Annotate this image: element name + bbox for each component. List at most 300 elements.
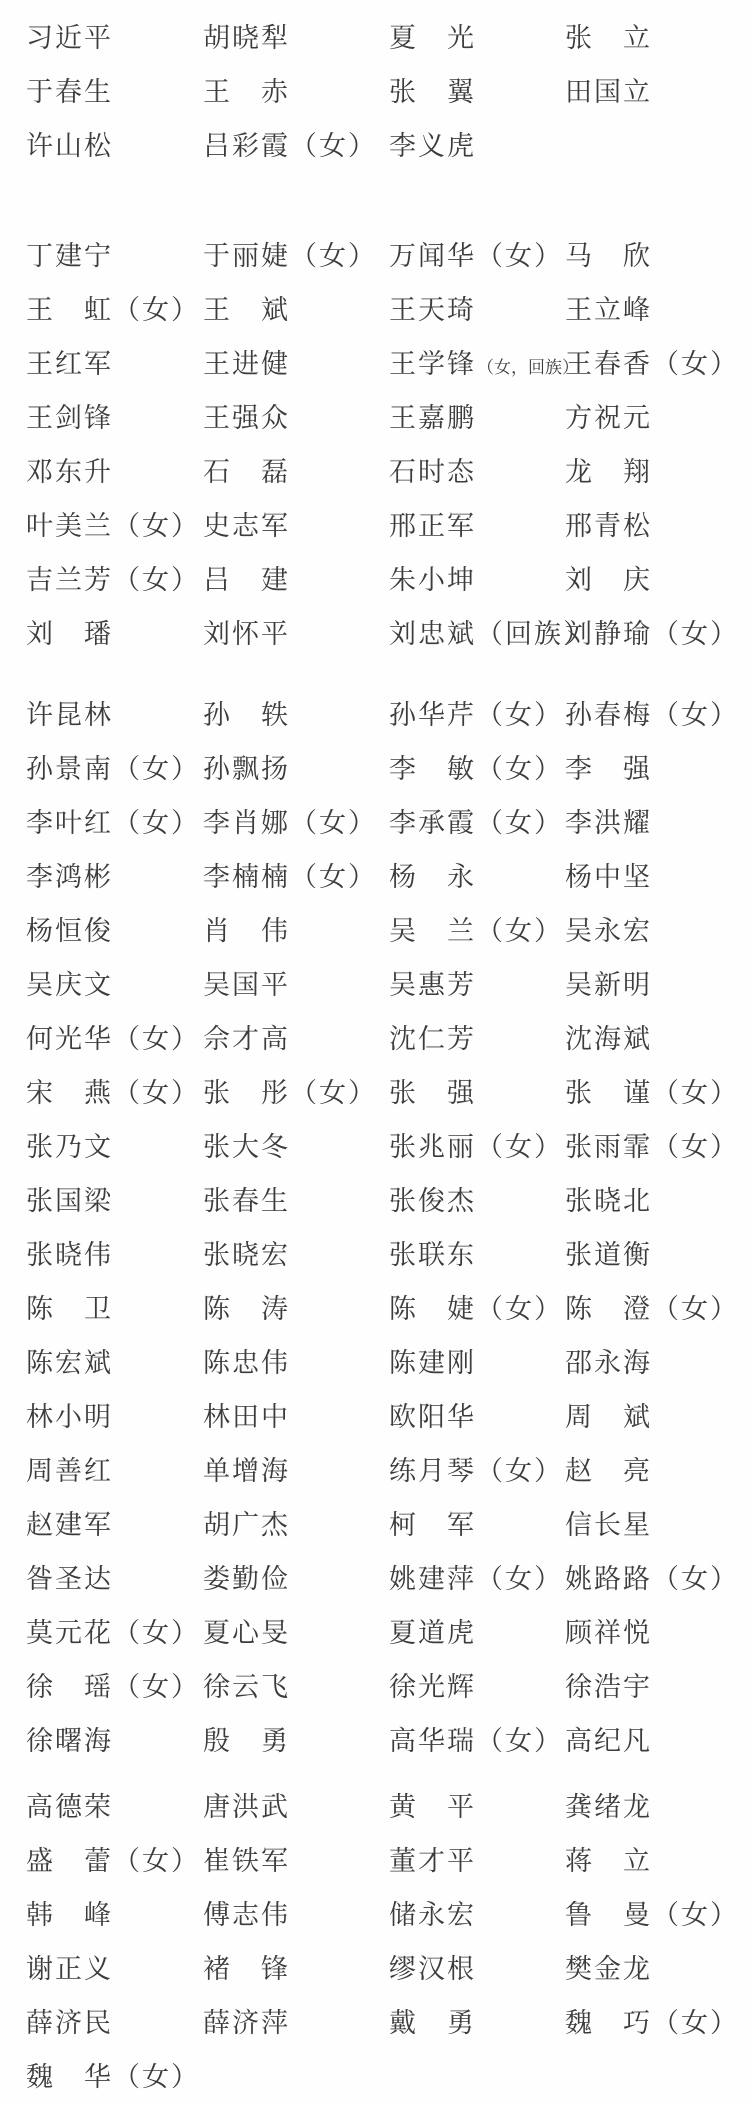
name-row <box>26 901 750 955</box>
person-name: 徐 瑶（女） <box>26 1671 200 1702</box>
name-row <box>26 1831 750 1885</box>
name-cell <box>26 855 203 894</box>
person-name: 练月琴（女） <box>389 1455 563 1486</box>
name-cell <box>389 288 565 327</box>
name-cell <box>565 396 750 435</box>
name-cell <box>565 1125 750 1164</box>
person-name: 褚 锋 <box>203 1953 290 1984</box>
name-cell <box>565 1557 750 1596</box>
name-cell <box>565 801 750 840</box>
name-row <box>26 1171 750 1225</box>
name-cell <box>389 504 565 543</box>
person-name: 陈 澄（女） <box>565 1293 739 1324</box>
name-cell <box>565 612 750 651</box>
name-cell <box>203 1503 389 1542</box>
name-cell <box>26 396 203 435</box>
name-row <box>26 280 750 334</box>
person-name: 张 彤（女） <box>203 1077 377 1108</box>
person-name: 刘静瑜（女） <box>565 618 739 649</box>
name-row <box>26 793 750 847</box>
person-name: 傅志伟 <box>203 1899 290 1930</box>
person-name: 宋 燕（女） <box>26 1077 200 1108</box>
person-name: 张联东 <box>389 1239 476 1270</box>
person-name: 李肖娜（女） <box>203 807 377 838</box>
name-cell <box>565 963 750 1002</box>
person-name: 崔铁军 <box>203 1845 290 1876</box>
name-cell <box>26 342 203 381</box>
name-cell <box>389 1287 565 1326</box>
name-cell <box>565 1893 750 1932</box>
name-cell <box>389 963 565 1002</box>
name-cell <box>203 1557 389 1596</box>
person-name: 邢正军 <box>389 510 476 541</box>
name-cell <box>26 504 203 543</box>
name-cell <box>203 801 389 840</box>
name-cell <box>389 1179 565 1218</box>
person-name: 吴永宏 <box>565 915 652 946</box>
person-name: 王春香（女） <box>565 348 739 379</box>
name-cell <box>389 855 565 894</box>
name-row <box>26 2047 750 2101</box>
name-cell <box>389 342 579 381</box>
name-cell <box>389 1503 565 1542</box>
name-cell <box>203 1017 389 1056</box>
person-name: 丁建宁 <box>26 240 113 271</box>
person-name: 田国立 <box>565 76 652 107</box>
name-cell <box>203 1785 389 1824</box>
name-cell <box>565 450 750 489</box>
person-name: 缪汉根 <box>389 1953 476 1984</box>
person-name: 何光华（女） <box>26 1023 200 1054</box>
person-name: 邓东升 <box>26 456 113 487</box>
name-cell <box>26 124 203 163</box>
person-name: 刘忠斌（回族） <box>389 618 592 649</box>
person-name: 陈 涛 <box>203 1293 290 1324</box>
person-name: 柯 军 <box>389 1509 476 1540</box>
person-name: 张俊杰 <box>389 1185 476 1216</box>
name-cell <box>26 693 203 732</box>
person-name: 陈 卫 <box>26 1293 113 1324</box>
name-cell <box>26 1839 203 1878</box>
name-cell <box>389 558 565 597</box>
person-name: 王 斌 <box>203 294 290 325</box>
person-name: 史志军 <box>203 510 290 541</box>
name-cell <box>203 855 389 894</box>
name-cell <box>26 1017 203 1056</box>
name-cell <box>389 16 565 55</box>
name-cell <box>389 1341 565 1380</box>
person-name: 吴庆文 <box>26 969 113 1000</box>
name-section-1 <box>26 8 750 170</box>
name-cell <box>389 1395 565 1434</box>
person-name: 黄 平 <box>389 1791 476 1822</box>
name-cell <box>26 450 203 489</box>
person-name: 张 立 <box>565 22 652 53</box>
name-row <box>26 1063 750 1117</box>
person-name: 方祝元 <box>565 402 652 433</box>
name-cell <box>565 558 750 597</box>
name-row <box>26 1387 750 1441</box>
name-cell <box>565 1287 750 1326</box>
name-row <box>26 604 750 658</box>
person-name: 高德荣 <box>26 1791 113 1822</box>
name-cell <box>389 1017 565 1056</box>
name-cell <box>565 70 750 109</box>
name-cell <box>389 1719 565 1758</box>
person-name: 魏 巧（女） <box>565 2007 739 2038</box>
person-name: 李义虎 <box>389 130 476 161</box>
name-cell <box>26 2001 203 2040</box>
person-name: 林小明 <box>26 1401 113 1432</box>
person-name: 叶美兰（女） <box>26 510 200 541</box>
person-name: 韩 峰 <box>26 1899 113 1930</box>
person-name: 王剑锋 <box>26 402 113 433</box>
name-cell <box>26 2055 203 2094</box>
name-cell <box>565 909 750 948</box>
name-row <box>26 1495 750 1549</box>
name-cell <box>565 16 750 55</box>
person-name: 夏心旻 <box>203 1617 290 1648</box>
person-name: 张雨霏（女） <box>565 1131 739 1162</box>
name-row <box>26 955 750 1009</box>
person-name: 龚绪龙 <box>565 1791 652 1822</box>
person-name: 王 赤 <box>203 76 290 107</box>
name-cell <box>565 1179 750 1218</box>
person-name: 李鸿彬 <box>26 861 113 892</box>
name-cell <box>389 1611 565 1650</box>
person-name: 顾祥悦 <box>565 1617 652 1648</box>
name-row <box>26 334 750 388</box>
person-name: 王立峰 <box>565 294 652 325</box>
name-cell <box>565 747 750 786</box>
person-name: 魏 华（女） <box>26 2061 200 2092</box>
name-cell <box>26 963 203 1002</box>
person-name: 吴新明 <box>565 969 652 1000</box>
name-cell <box>203 124 389 163</box>
name-cell <box>203 1611 389 1650</box>
person-name: 万闻华（女） <box>389 240 563 271</box>
person-name: 王强众 <box>203 402 290 433</box>
person-name: 张春生 <box>203 1185 290 1216</box>
person-name: 李 强 <box>565 753 652 784</box>
gender-ethnicity-note: （女，回族） <box>477 357 579 377</box>
name-cell <box>26 1611 203 1650</box>
name-cell <box>565 1611 750 1650</box>
name-section-3 <box>26 685 750 1765</box>
name-cell <box>203 2001 389 2040</box>
name-cell <box>26 288 203 327</box>
person-name: 于春生 <box>26 76 113 107</box>
name-cell <box>26 612 203 651</box>
name-cell <box>26 1395 203 1434</box>
person-name: 王学锋 <box>389 348 476 379</box>
name-cell <box>389 396 565 435</box>
name-cell <box>26 1179 203 1218</box>
name-cell <box>26 1785 203 1824</box>
person-name: 吴国平 <box>203 969 290 1000</box>
name-cell <box>26 747 203 786</box>
person-name: 王红军 <box>26 348 113 379</box>
person-name: 张 谨（女） <box>565 1077 739 1108</box>
person-name: 孙 轶 <box>203 699 290 730</box>
person-name: 周善红 <box>26 1455 113 1486</box>
person-name: 石 磊 <box>203 456 290 487</box>
person-name: 殷 勇 <box>203 1725 290 1756</box>
person-name: 莫元花（女） <box>26 1617 200 1648</box>
person-name: 马 欣 <box>565 240 652 271</box>
name-cell <box>26 1233 203 1272</box>
person-name: 孙景南（女） <box>26 753 200 784</box>
name-cell <box>565 288 750 327</box>
name-cell <box>565 1233 750 1272</box>
person-name: 高华瑞（女） <box>389 1725 563 1756</box>
name-cell <box>389 909 565 948</box>
person-name: 石时态 <box>389 456 476 487</box>
name-row <box>26 226 750 280</box>
name-row <box>26 1993 750 2047</box>
name-row <box>26 685 750 739</box>
name-row <box>26 1777 750 1831</box>
person-name: 储永宏 <box>389 1899 476 1930</box>
person-name: 徐浩宇 <box>565 1671 652 1702</box>
name-cell <box>26 234 203 273</box>
name-row <box>26 739 750 793</box>
person-name: 徐曙海 <box>26 1725 113 1756</box>
name-row <box>26 1549 750 1603</box>
person-name: 胡广杰 <box>203 1509 290 1540</box>
name-cell <box>26 801 203 840</box>
person-name: 许山松 <box>26 130 113 161</box>
name-row <box>26 1279 750 1333</box>
person-name: 高纪凡 <box>565 1725 652 1756</box>
name-cell <box>26 1665 203 1704</box>
person-name: 朱小坤 <box>389 564 476 595</box>
name-cell <box>203 450 389 489</box>
name-cell <box>203 1665 389 1704</box>
person-name: 陈忠伟 <box>203 1347 290 1378</box>
name-cell <box>389 693 565 732</box>
name-row <box>26 1939 750 1993</box>
name-cell <box>565 855 750 894</box>
person-name: 王进健 <box>203 348 290 379</box>
name-row <box>26 62 750 116</box>
person-name: 张晓北 <box>565 1185 652 1216</box>
person-name: 陈宏斌 <box>26 1347 113 1378</box>
person-name: 佘才高 <box>203 1023 290 1054</box>
name-cell <box>389 612 592 651</box>
name-cell <box>203 1947 389 1986</box>
person-name: 薛济民 <box>26 2007 113 2038</box>
person-name: 吕彩霞（女） <box>203 130 377 161</box>
name-cell <box>26 1125 203 1164</box>
name-cell <box>26 1503 203 1542</box>
person-name: 吕 建 <box>203 564 290 595</box>
person-name: 许昆林 <box>26 699 113 730</box>
name-cell <box>389 1233 565 1272</box>
person-name: 孙飘扬 <box>203 753 290 784</box>
name-cell <box>565 1449 750 1488</box>
name-cell <box>26 16 203 55</box>
name-cell <box>565 1719 750 1758</box>
name-section-2 <box>26 226 750 658</box>
name-cell <box>203 1395 389 1434</box>
name-cell <box>389 450 565 489</box>
person-name: 肖 伟 <box>203 915 290 946</box>
person-name: 谢正义 <box>26 1953 113 1984</box>
name-cell <box>26 1719 203 1758</box>
person-name: 李叶红（女） <box>26 807 200 838</box>
name-cell <box>203 1893 389 1932</box>
name-cell <box>203 288 389 327</box>
name-cell <box>389 1947 565 1986</box>
name-row <box>26 1225 750 1279</box>
name-row <box>26 1711 750 1765</box>
name-row <box>26 116 750 170</box>
name-row <box>26 1603 750 1657</box>
name-cell <box>203 1233 389 1272</box>
person-name: 孙华芹（女） <box>389 699 563 730</box>
name-cell <box>203 234 389 273</box>
name-cell <box>565 1395 750 1434</box>
name-row <box>26 550 750 604</box>
name-cell <box>203 1071 389 1110</box>
name-cell <box>389 801 565 840</box>
name-cell <box>26 558 203 597</box>
person-name: 盛 蕾（女） <box>26 1845 200 1876</box>
person-name: 蒋 立 <box>565 1845 652 1876</box>
person-name: 李洪耀 <box>565 807 652 838</box>
name-cell <box>203 16 389 55</box>
name-cell <box>203 693 389 732</box>
person-name: 吴惠芳 <box>389 969 476 1000</box>
person-name: 陈 婕（女） <box>389 1293 563 1324</box>
name-cell <box>203 1839 389 1878</box>
name-row <box>26 1009 750 1063</box>
person-name: 邢青松 <box>565 510 652 541</box>
name-row <box>26 1117 750 1171</box>
person-name: 姚路路（女） <box>565 1563 739 1594</box>
person-name: 刘 庆 <box>565 564 652 595</box>
name-cell <box>565 693 750 732</box>
name-cell <box>203 342 389 381</box>
person-name: 胡晓犁 <box>203 22 290 53</box>
person-name: 吴 兰（女） <box>389 915 563 946</box>
person-name: 吉兰芳（女） <box>26 564 200 595</box>
name-cell <box>203 1179 389 1218</box>
person-name: 唐洪武 <box>203 1791 290 1822</box>
person-name: 刘怀平 <box>203 618 290 649</box>
name-row <box>26 496 750 550</box>
name-cell <box>389 1071 565 1110</box>
name-cell <box>565 1017 750 1056</box>
person-name: 张国梁 <box>26 1185 113 1216</box>
name-cell <box>389 2001 565 2040</box>
name-row <box>26 8 750 62</box>
person-name: 张道衡 <box>565 1239 652 1270</box>
person-name: 杨恒俊 <box>26 915 113 946</box>
name-cell <box>203 1449 389 1488</box>
name-cell <box>389 1665 565 1704</box>
name-row <box>26 442 750 496</box>
person-name: 李承霞（女） <box>389 807 563 838</box>
person-name: 娄勤俭 <box>203 1563 290 1594</box>
person-name: 赵建军 <box>26 1509 113 1540</box>
name-cell <box>203 1287 389 1326</box>
person-name: 沈海斌 <box>565 1023 652 1054</box>
person-name: 周 斌 <box>565 1401 652 1432</box>
name-cell <box>389 234 565 273</box>
person-name: 昝圣达 <box>26 1563 113 1594</box>
name-cell <box>565 1785 750 1824</box>
name-cell <box>389 1125 565 1164</box>
person-name: 沈仁芳 <box>389 1023 476 1054</box>
name-cell <box>26 1449 203 1488</box>
person-name: 单增海 <box>203 1455 290 1486</box>
name-cell <box>565 1665 750 1704</box>
name-cell <box>389 124 565 163</box>
name-cell <box>389 1449 565 1488</box>
name-cell <box>203 396 389 435</box>
person-name: 王天琦 <box>389 294 476 325</box>
name-row <box>26 388 750 442</box>
name-cell <box>565 504 750 543</box>
name-cell <box>203 747 389 786</box>
name-cell <box>389 747 565 786</box>
person-name: 张 翼 <box>389 76 476 107</box>
name-cell <box>203 504 389 543</box>
person-name: 王 虹（女） <box>26 294 200 325</box>
person-name: 习近平 <box>26 22 113 53</box>
name-cell <box>565 1503 750 1542</box>
person-name: 张晓伟 <box>26 1239 113 1270</box>
person-name: 李 敏（女） <box>389 753 563 784</box>
person-name: 鲁 曼（女） <box>565 1899 739 1930</box>
person-name: 张大冬 <box>203 1131 290 1162</box>
person-name: 赵 亮 <box>565 1455 652 1486</box>
person-name: 信长星 <box>565 1509 652 1540</box>
name-cell <box>26 70 203 109</box>
person-name: 刘 璠 <box>26 618 113 649</box>
name-cell <box>203 612 389 651</box>
person-name: 张乃文 <box>26 1131 113 1162</box>
name-row <box>26 1441 750 1495</box>
name-cell <box>203 558 389 597</box>
name-cell <box>26 1557 203 1596</box>
name-cell <box>203 70 389 109</box>
name-row <box>26 1333 750 1387</box>
person-name: 董才平 <box>389 1845 476 1876</box>
person-name: 陈建刚 <box>389 1347 476 1378</box>
person-name: 张兆丽（女） <box>389 1131 563 1162</box>
name-cell <box>389 70 565 109</box>
name-cell <box>565 2001 750 2040</box>
name-cell <box>389 1785 565 1824</box>
person-name: 李楠楠（女） <box>203 861 377 892</box>
person-name: 徐光辉 <box>389 1671 476 1702</box>
person-name: 樊金龙 <box>565 1953 652 1984</box>
name-cell <box>389 1557 565 1596</box>
person-name: 邵永海 <box>565 1347 652 1378</box>
person-name: 张晓宏 <box>203 1239 290 1270</box>
name-cell <box>203 909 389 948</box>
name-cell <box>565 1341 750 1380</box>
person-name: 杨中坚 <box>565 861 652 892</box>
person-name: 张 强 <box>389 1077 476 1108</box>
person-name: 薛济萍 <box>203 2007 290 2038</box>
name-cell <box>26 1893 203 1932</box>
name-cell <box>389 1893 565 1932</box>
name-cell <box>565 1839 750 1878</box>
